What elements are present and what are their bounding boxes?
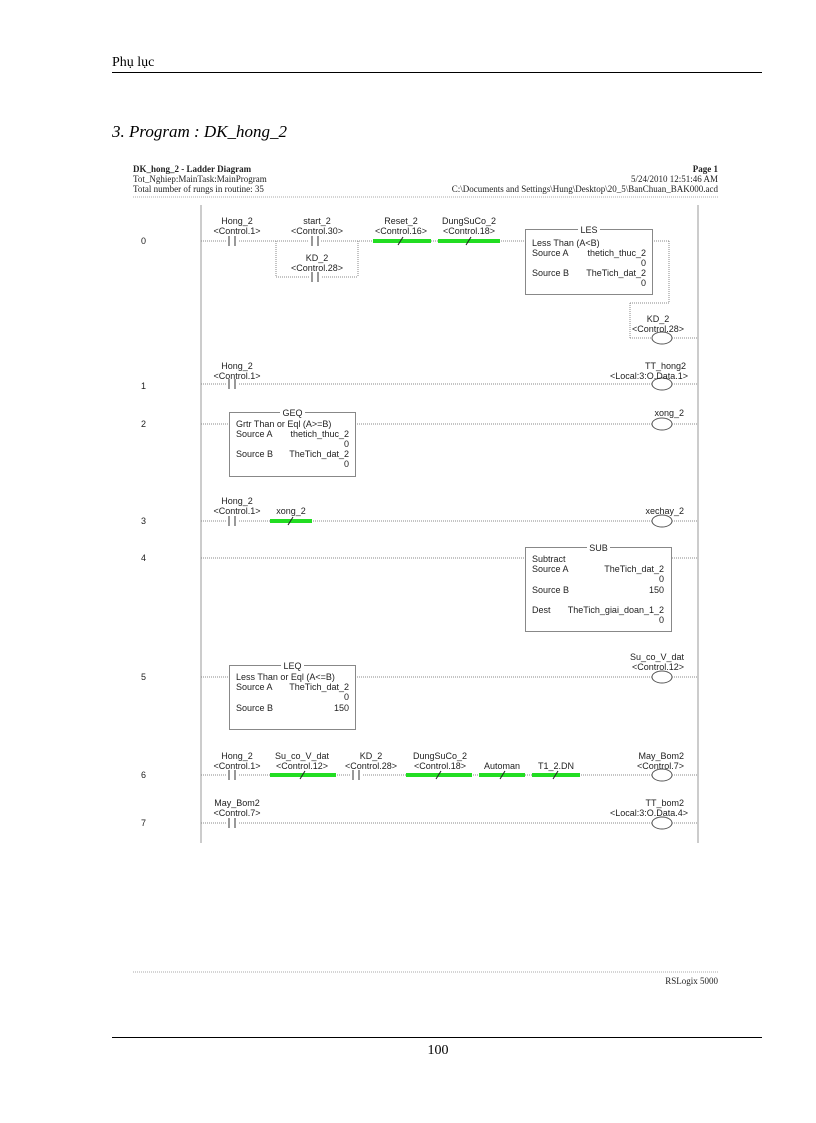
instruction-desc: Less Than or Eql (A<=B) <box>236 672 335 682</box>
coil-tag: <Control.28> <box>631 324 685 334</box>
rung-number: 5 <box>141 672 147 682</box>
contact-tag: <Control.16> <box>374 226 428 236</box>
rung-number: 6 <box>141 770 147 780</box>
contact-label: Hong_2 <box>221 216 253 226</box>
rung-number: 3 <box>141 516 147 526</box>
source-a-value: 0 <box>343 692 349 702</box>
coil-tag: <Control.12> <box>631 662 684 672</box>
source-b-label: Source B <box>532 268 570 278</box>
coil-tag: <Local:3:O.Data.1> <box>609 371 688 381</box>
rung-number: 2 <box>141 419 147 429</box>
source-b-label: Source B <box>236 703 274 713</box>
contact-tag: <Control.30> <box>290 226 344 236</box>
source-a-tag: TheTich_dat_2 <box>289 682 349 692</box>
contact-label: start_2 <box>303 216 331 226</box>
source-a-label: Source A <box>532 564 569 574</box>
instruction-name: GEQ <box>282 408 303 418</box>
contact-label: KD_2 <box>359 751 383 761</box>
dest-value: 0 <box>658 615 664 625</box>
coil-label: KD_2 <box>646 314 670 324</box>
footer-rule <box>112 1037 762 1038</box>
coil-tag: <Local:3:O.Data.4> <box>609 808 688 818</box>
source-b-value: 0 <box>343 459 349 469</box>
contact-label: Automan <box>483 761 521 771</box>
source-a-tag: thetich_thuc_2 <box>290 429 349 439</box>
rung-number: 0 <box>141 236 147 246</box>
coil-label: TT_bom2 <box>645 798 684 808</box>
contact-tag: <Control.1> <box>213 761 261 771</box>
source-a-label: Source A <box>532 248 569 258</box>
coil-label: May_Bom2 <box>638 751 684 761</box>
contact-label: Hong_2 <box>221 361 253 371</box>
contact-label: Su_co_V_dat <box>274 751 330 761</box>
dest-label: Dest <box>532 605 551 615</box>
contact-tag: <Control.1> <box>213 371 261 381</box>
source-a-value: 0 <box>640 258 646 268</box>
contact-label: Reset_2 <box>384 216 418 226</box>
source-b-tag: TheTich_dat_2 <box>289 449 349 459</box>
dest-tag: TheTich_giai_doan_1_2 <box>567 605 664 615</box>
report-title: DK_hong_2 - Ladder Diagram <box>133 164 252 174</box>
contact-tag: <Control.28> <box>290 263 344 273</box>
report-file-path: C:\Documents and Settings\Hung\Desktop\20_5\BanChuan_BAK000.acd <box>451 184 718 194</box>
rung-number: 4 <box>141 553 147 563</box>
contact-tag: <Control.28> <box>344 761 398 771</box>
rung-number: 7 <box>141 818 147 828</box>
source-a-label: Source A <box>236 682 273 692</box>
source-a-tag: thetich_thuc_2 <box>587 248 646 258</box>
source-a-value: 0 <box>658 574 664 584</box>
contact-label: May_Bom2 <box>214 798 260 808</box>
rung-number: 1 <box>141 381 147 391</box>
coil-label: Su_co_V_dat <box>629 652 684 662</box>
contact-tag: <Control.1> <box>213 506 261 516</box>
source-b-value: 150 <box>333 703 349 713</box>
contact-tag: <Control.12> <box>275 761 329 771</box>
source-a-label: Source A <box>236 429 273 439</box>
instruction-desc: Grtr Than or Eql (A>=B) <box>236 419 332 429</box>
leq-instruction-box <box>229 661 356 730</box>
report-path: Tot_Nghiep:MainTask:MainProgram <box>133 174 267 184</box>
source-b-label: Source B <box>236 449 274 459</box>
contact-label: DungSuCo_2 <box>412 751 468 761</box>
report-rung-count: Total number of rungs in routine: 35 <box>133 184 264 194</box>
source-a-tag: TheTich_dat_2 <box>604 564 664 574</box>
contact-label: xong_2 <box>276 506 306 516</box>
source-a-value: 0 <box>343 439 349 449</box>
source-b-tag: TheTich_dat_2 <box>586 268 646 278</box>
report-page: Page 1 <box>692 164 718 174</box>
instruction-name: SUB <box>589 543 608 553</box>
contact-label: KD_2 <box>305 253 329 263</box>
contact-label: Hong_2 <box>221 751 253 761</box>
contact-tag: <Control.1> <box>213 226 261 236</box>
source-b-value: 0 <box>640 278 646 288</box>
contact-label: Hong_2 <box>221 496 253 506</box>
sub-instruction-box <box>525 543 672 632</box>
instruction-desc: Less Than (A<B) <box>532 238 600 248</box>
contact-label: DungSuCo_2 <box>441 216 497 226</box>
contact-tag: <Control.18> <box>442 226 496 236</box>
instruction-name: LES <box>580 225 598 235</box>
coil-tag: <Control.7> <box>636 761 684 771</box>
page-header: Phụ lục <box>112 55 155 70</box>
contact-label: T1_2.DN <box>537 761 574 771</box>
instruction-desc: Subtract <box>532 554 566 564</box>
coil-label: xong_2 <box>654 408 684 418</box>
coil-label: xechay_2 <box>645 506 684 516</box>
source-b-value: 150 <box>648 585 664 595</box>
coil-label: TT_hong2 <box>644 361 686 371</box>
source-b-label: Source B <box>532 585 570 595</box>
footer-brand: RSLogix 5000 <box>665 976 718 986</box>
contact-tag: <Control.18> <box>413 761 467 771</box>
les-instruction-box <box>525 225 653 295</box>
contact-tag: <Control.7> <box>213 808 261 818</box>
section-title: 3. Program : DK_hong_2 <box>112 122 288 141</box>
page-number: 100 <box>427 1043 449 1058</box>
report-datetime: 5/24/2010 12:51:46 AM <box>630 174 718 184</box>
instruction-name: LEQ <box>283 661 302 671</box>
geq-instruction-box <box>229 408 356 477</box>
